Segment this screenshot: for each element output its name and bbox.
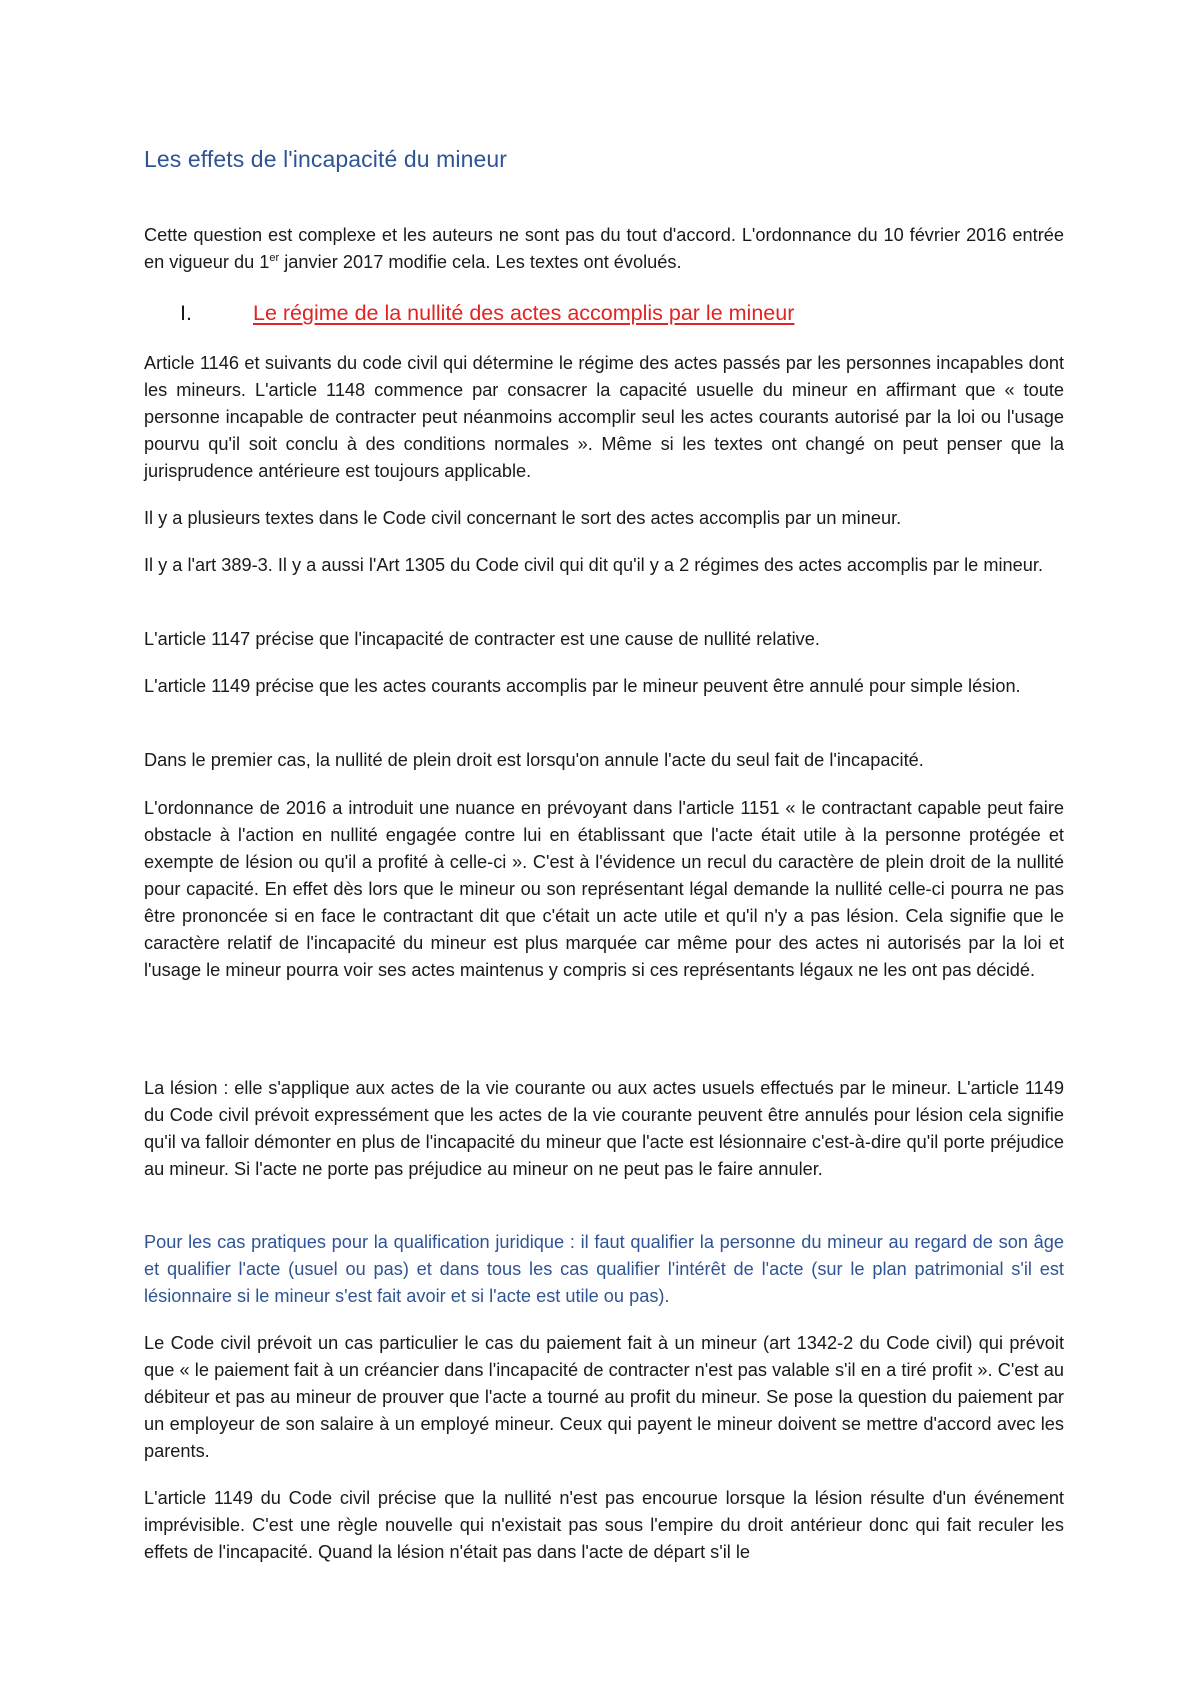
paragraph-premier-cas: Dans le premier cas, la nullité de plein droit est lorsqu'on annule l'acte du seul fait de l'incapacité. — [144, 750, 924, 770]
intro-text-start: Cette question est complexe et les auteurs ne sont pas du tout d'accord. L'ordonnance du 10 février 2016 entrée en vigueur du 1 — [144, 225, 1064, 272]
paragraph-article-1146: Article 1146 et suivants du code civil qui détermine le régime des actes passés par les personnes incapables dont les mineurs. L'article 1148 commence par consacrer la capacité usuelle du mineur en affirmant que « toute personne incapable de contracter peut néanmoins accomplir seul les actes courants autorisé par la loi ou l'usage pourvu qu'il soit conclu à des conditions normales ». Même si les textes ont changé on peut penser que la jurisprudence antérieure est toujours applicable. — [144, 353, 1064, 481]
paragraph-la-lesion: La lésion : elle s'applique aux actes de la vie courante ou aux actes usuels effectués par le mineur. L'article 1149 du Code civil prévoit expressément que les actes de la vie courante peuvent être annulés pour lésion cela signifie qu'il va falloir démonter en plus de l'incapacité du mineur que l'acte est lésionnaire c'est-à-dire qu'il porte préjudice au mineur. Si l'acte ne porte pas préjudice au mineur on ne peut pas le faire annuler. — [144, 1078, 1064, 1179]
paragraph-article-1149-lesion: L'article 1149 précise que les actes courants accomplis par le mineur peuvent être annulé pour simple lésion. — [144, 676, 1021, 696]
paragraph-article-1147: L'article 1147 précise que l'incapacité de contracter est une cause de nullité relative. — [144, 629, 820, 649]
paragraph-paiement-mineur: Le Code civil prévoit un cas particulier le cas du paiement fait à un mineur (art 1342-2 du Code civil) qui prévoit que « le paiement fait à un créancier dans l'incapacité de contracter n'est pas valable s'il en a tiré profit ». C'est au débiteur et pas au mineur de prouver que l'acte a tourné au profit du mineur. Se pose la question du paiement par un employeur de son salaire à un employé mineur. Ceux qui payent le mineur doivent se mettre d'accord avec les parents. — [144, 1333, 1064, 1461]
paragraph-art-389-3: Il y a l'art 389-3. Il y a aussi l'Art 1305 du Code civil qui dit qu'il y a 2 régimes des actes accomplis par le mineur. — [144, 555, 1043, 575]
paragraph-cas-pratiques-note: Pour les cas pratiques pour la qualification juridique : il faut qualifier la personne du mineur au regard de son âge et qualifier l'acte (usuel ou pas) et dans tous les cas qualifier l'intérêt de l'acte (sur le plan patrimonial s'il est lésionnaire si le mineur s'est fait avoir et si l'acte est utile ou pas). — [144, 1232, 1064, 1306]
section-title: Le régime de la nullité des actes accomplis par le mineur — [253, 301, 795, 325]
section-number: I. — [180, 301, 192, 325]
section-heading — [180, 301, 794, 326]
intro-superscript: er — [269, 251, 280, 264]
paragraph-evenement-imprevisible: L'article 1149 du Code civil précise que la nullité n'est pas encourue lorsque la lésion résulte d'un événement imprévisible. C'est une règle nouvelle qui n'existait pas sous l'empire du droit antérieur donc qui fait reculer les effets de l'incapacité. Quand la lésion n'était pas dans l'acte de départ s'il le — [144, 1488, 1064, 1562]
document-title: Les effets de l'incapacité du mineur — [144, 146, 508, 172]
paragraph-plusieurs-textes: Il y a plusieurs textes dans le Code civil concernant le sort des actes accomplis par un mineur. — [144, 508, 902, 528]
intro-text-end: janvier 2017 modifie cela. Les textes ont évolués. — [279, 252, 682, 272]
paragraph-ordonnance-2016: L'ordonnance de 2016 a introduit une nuance en prévoyant dans l'article 1151 « le contractant capable peut faire obstacle à l'action en nullité engagée contre lui en établissant que l'acte était utile à la personne protégée et exempte de lésion ou qu'il a profité à celle-ci ». C'est à l'évidence un recul du caractère de plein droit de la nullité pour capacité. En effet dès lors que le mineur ou son représentant légal demande la nullité celle-ci pourra ne pas être prononcée si en face le contractant dit que c'était un acte utile et qu'il n'y a pas lésion. Cela signifie que le caractère relatif de l'incapacité du mineur est plus marquée car même pour des actes ni autorisés par la loi et l'usage le mineur pourra voir ses actes maintenus y compris si ces représentants légaux ne les ont pas décidé. — [144, 798, 1064, 980]
intro-paragraph — [144, 222, 1064, 276]
